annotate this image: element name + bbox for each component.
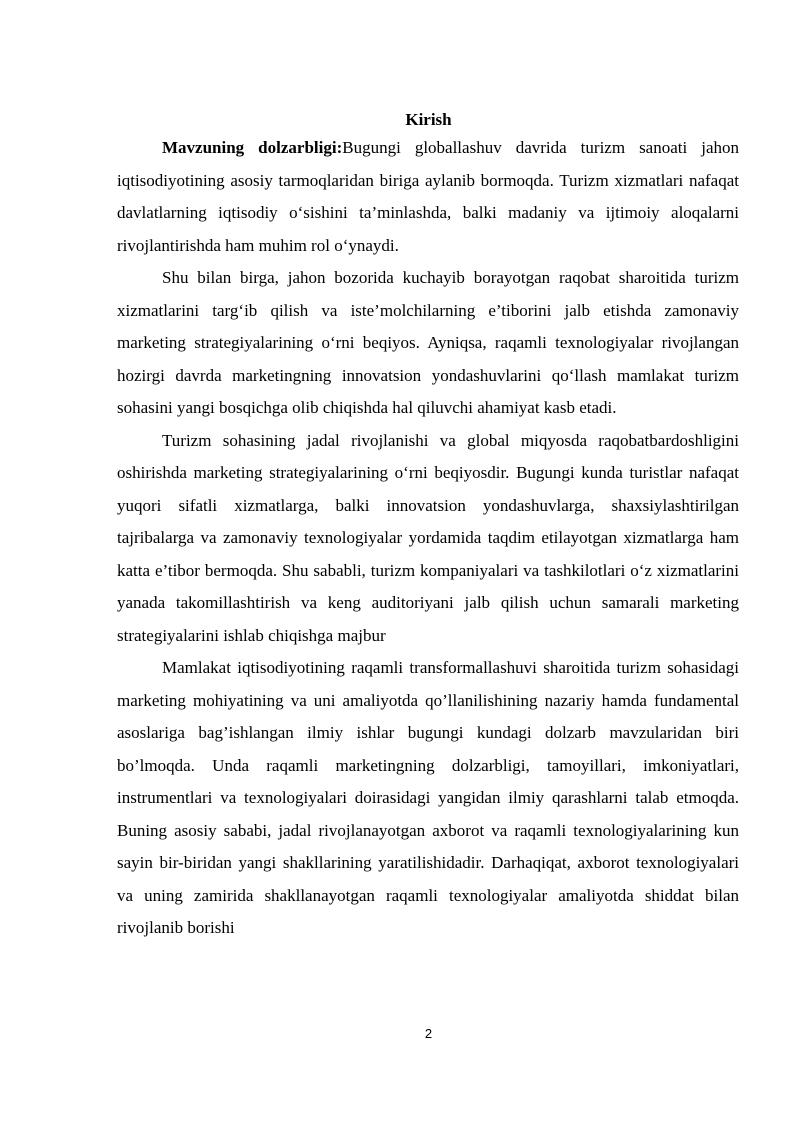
paragraph-text: Bugungi globallashuv davrida turizm sanoati jahon iqtisodiyotining asosiy tarmoqlaridan biriga aylanib bormoqda. Turizm xizmatlari nafaqat davlatlarning iqtisodiy o‘sishini ta’minlashda, balki madaniy va ijtimoiy aloqalarni rivojlantirishda ham muhim rol o‘ynaydi. (117, 138, 739, 255)
paragraph-marketing-strategies: Shu bilan birga, jahon bozorida kuchayib borayotgan raqobat sharoitida turizm xizmatlarini targ‘ib qilish va iste’molchilarning e’tiborini jalb etishda zamonaviy marketing strategiyalarining o‘rni beqiyos. Ayniqsa, raqamli texnologiyalar rivojlangan hozirgi davrda marketingning innovatsion yondashuvlarini qo‘llash mamlakat turizm sohasini yangi bosqichga olib chiqishda hal qiluvchi ahamiyat kasb etadi. (117, 268, 739, 417)
paragraph-digital-transformation: Mamlakat iqtisodiyotining raqamli transformallashuvi sharoitida turizm sohasidagi marketing mohiyatining va uni amaliyotda qo’llanilishining nazariy hamda fundamental asoslariga bag’ishlangan ilmiy ishlar bugungi kundagi dolzarb mavzularidan biri bo’lmoqda. Unda raqamli marketingning dolzarbligi, tamoyillari, imkoniyatlari, instrumentlari va texnologiyalari doirasidagi yangidan ilmiy qarashlarni talab etmoqda. Buning asosiy sababi, jadal rivojlanayotgan axborot va raqamli texnologiyalarining kun sayin bir-biridan yangi shakllarining yaratilishidadir. Darhaqiqat, axborot texnologiyalari va uning zamirida shakllanayotgan raqamli texnologiyalar amaliyotda shiddat bilan rivojlanib borishi (117, 658, 739, 937)
paragraph-lead: Mavzuning dolzarbligi: (162, 138, 343, 157)
paragraph-relevance (117, 132, 739, 262)
paragraph-tourism-development: Turizm sohasining jadal rivojlanishi va global miqyosda raqobatbardoshligini oshirishda marketing strategiyalarining o‘rni beqiyosdir. Bugungi kunda turistlar nafaqat yuqori sifatli xizmatlarga, balki innovatsion yondashuvlarga, shaxsiylashtirilgan tajribalarga va zamonaviy texnologiyalar yordamida taqdim etilayotgan xizmatlarga ham katta e’tibor bermoqda. Shu sababli, turizm kompaniyalari va tashkilotlari o‘z xizmatlarini yanada takomillashtirish va keng auditoriyani jalb qilish uchun samarali marketing strategiyalarini ishlab chiqishga majbur (117, 430, 739, 645)
body-text (117, 132, 739, 945)
page-number: 2 (424, 1026, 433, 1041)
section-title: Kirish (405, 110, 452, 129)
